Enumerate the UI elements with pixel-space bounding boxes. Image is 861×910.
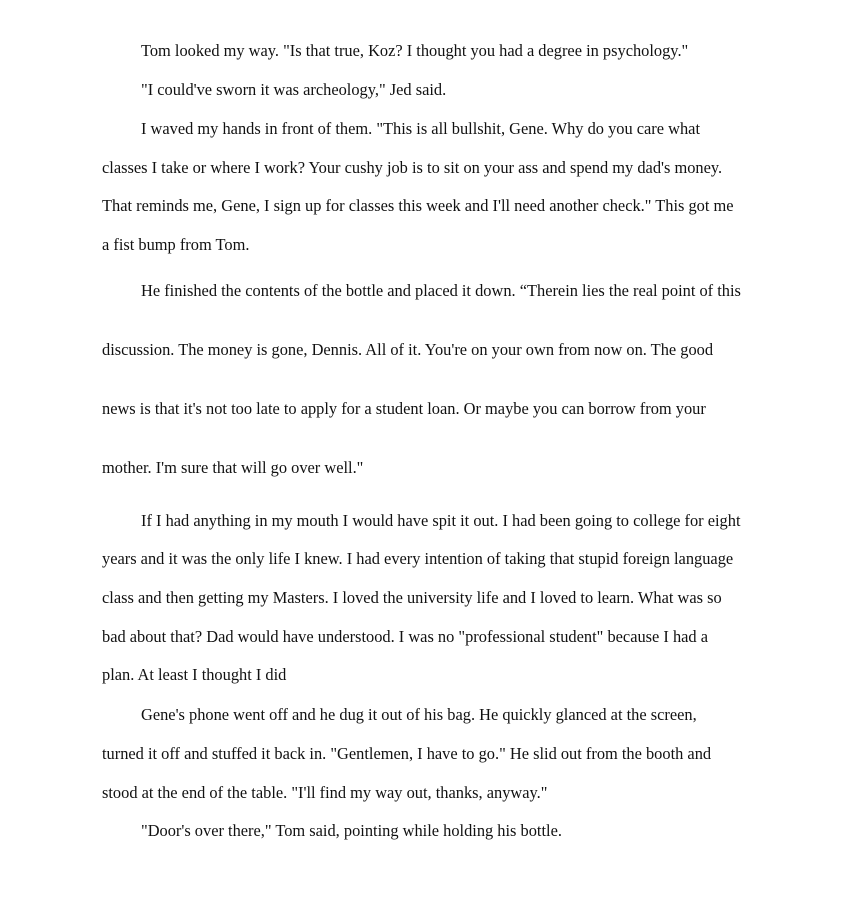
paragraph-1-line-1: Tom looked my way. "Is that true, Koz? I thought you had a degree in psychology." xyxy=(141,41,689,60)
paragraph-5-line-5: plan. At least I thought I did xyxy=(102,665,287,684)
paragraph-5-line-1: If I had anything in my mouth I would have spit it out. I had been going to college for eight xyxy=(141,511,741,530)
paragraph-6-line-2: turned it off and stuffed it back in. "Gentlemen, I have to go." He slid out from the booth and xyxy=(102,744,712,763)
paragraph-3-line-4: a fist bump from Tom. xyxy=(102,235,250,254)
paragraph-3-line-3: That reminds me, Gene, I sign up for classes this week and I'll need another check." This got me xyxy=(102,196,734,215)
paragraph-5-line-4: bad about that? Dad would have understood. I was no "professional student" because I had a xyxy=(102,627,709,646)
paragraph-3-line-2: classes I take or where I work? Your cushy job is to sit on your ass and spend my dad's money. xyxy=(102,158,723,177)
paragraph-2-line-1: "I could've sworn it was archeology," Jed said. xyxy=(141,80,447,99)
paragraph-4-line-4: mother. I'm sure that will go over well." xyxy=(102,458,364,477)
paragraph-5-line-2: years and it was the only life I knew. I had every intention of taking that stupid foreign language xyxy=(102,549,734,568)
paragraph-6-line-3: stood at the end of the table. "I'll find my way out, thanks, anyway." xyxy=(102,783,548,802)
paragraph-5-line-3: class and then getting my Masters. I loved the university life and I loved to learn. What was so xyxy=(102,588,722,607)
paragraph-4-line-1: He finished the contents of the bottle and placed it down. “Therein lies the real point of this xyxy=(141,281,741,300)
paragraph-6-line-1: Gene's phone went off and he dug it out of his bag. He quickly glanced at the screen, xyxy=(141,705,697,724)
paragraph-4-line-3: news is that it's not too late to apply for a student loan. Or maybe you can borrow from your xyxy=(102,399,706,418)
paragraph-4-line-2: discussion. The money is gone, Dennis. All of it. You're on your own from now on. The good xyxy=(102,340,714,359)
paragraph-7-line-1: "Door's over there," Tom said, pointing while holding his bottle. xyxy=(141,821,562,840)
paragraph-3-line-1: I waved my hands in front of them. "This is all bullshit, Gene. Why do you care what xyxy=(141,119,701,138)
